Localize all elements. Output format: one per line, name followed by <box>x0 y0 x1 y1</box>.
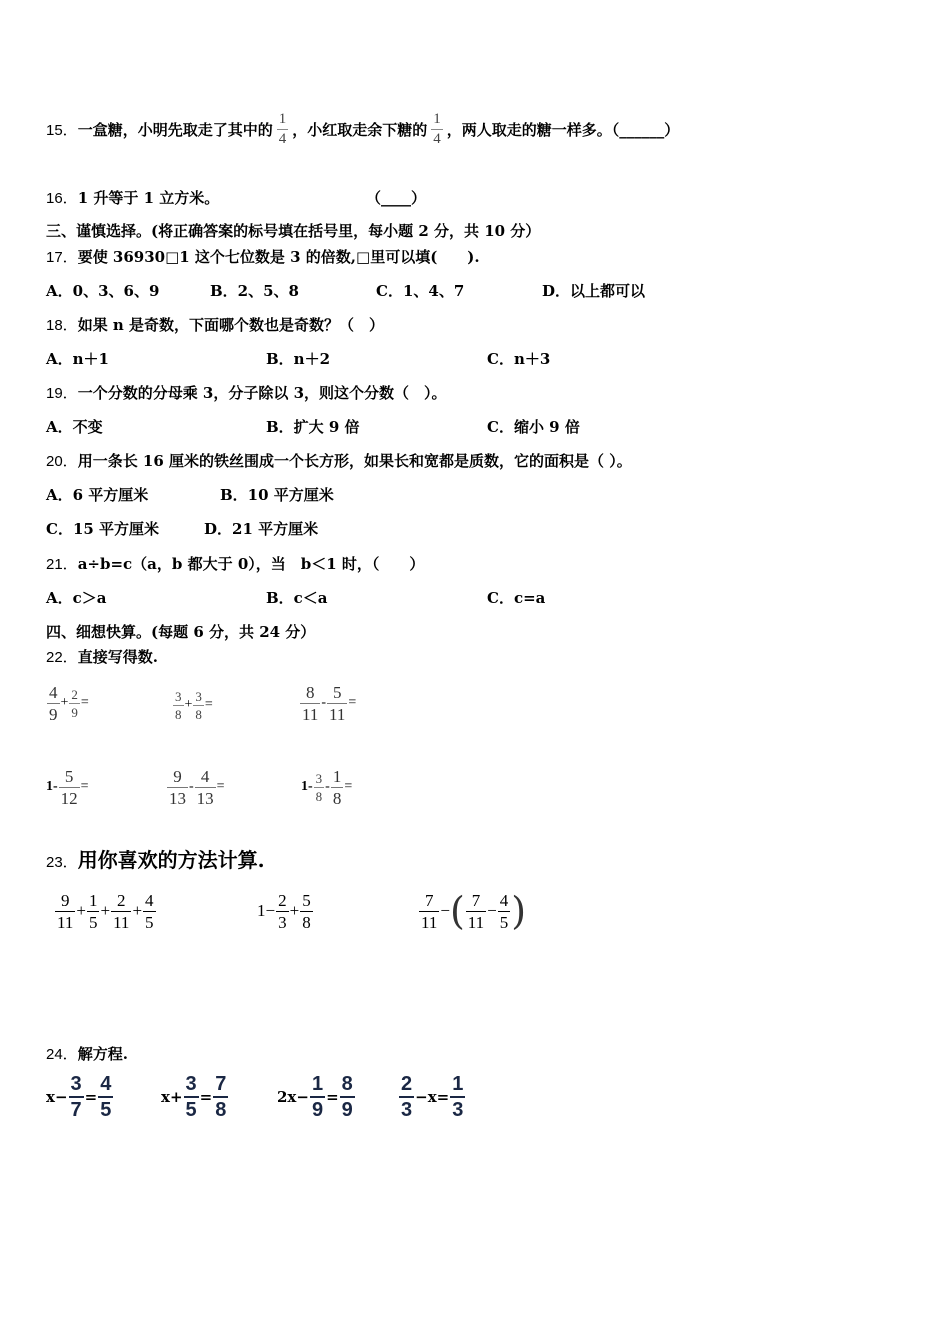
numerator: 5 <box>64 766 74 786</box>
equation-text: x+ <box>161 1088 183 1106</box>
denominator: 8 <box>332 788 342 808</box>
answer-blank[interactable]: （____） <box>366 189 427 207</box>
operator: - <box>325 779 330 794</box>
denominator: 11 <box>113 912 130 932</box>
answer-blank[interactable]: ，两人取走的糖一样多。（______） <box>446 120 680 139</box>
numerator: 1 <box>452 1073 464 1095</box>
numerator: 1 <box>311 1073 324 1095</box>
fraction <box>498 892 511 931</box>
operator: + <box>289 901 300 920</box>
fraction <box>300 892 313 931</box>
denominator: 11 <box>57 912 74 932</box>
operator: - <box>189 779 194 794</box>
fraction <box>399 1074 414 1120</box>
equals-sign: = <box>348 695 357 710</box>
denominator: 4 <box>433 130 441 147</box>
denominator: 9 <box>310 1096 325 1120</box>
numerator: 1 <box>332 766 342 786</box>
numerator: 1 <box>278 110 287 127</box>
fraction <box>331 768 344 807</box>
equation-text: 2x− <box>277 1088 309 1106</box>
denominator: 9 <box>71 704 78 720</box>
fraction <box>450 1074 465 1120</box>
fraction <box>431 112 443 147</box>
numerator: 4 <box>200 766 210 786</box>
expression-22-2 <box>172 684 213 726</box>
expression-22-4 <box>46 764 89 810</box>
fraction <box>327 684 347 723</box>
equation-24-2 <box>161 1070 229 1124</box>
denominator: 5 <box>88 912 98 932</box>
question-number: 24． <box>46 1046 78 1063</box>
expression-22-1 <box>46 680 89 726</box>
question-16 <box>46 187 219 208</box>
numerator: 4 <box>100 1073 112 1095</box>
denominator: 3 <box>450 1096 465 1120</box>
denominator: 8 <box>195 706 202 722</box>
number: 1 <box>257 901 266 920</box>
numerator: 2 <box>278 890 287 910</box>
numerator: 9 <box>173 766 182 786</box>
denominator: 5 <box>145 912 154 932</box>
fraction <box>98 1074 113 1120</box>
numerator: 5 <box>302 890 311 910</box>
option-a[interactable]: A．c＞a <box>46 589 107 607</box>
question-text: 1 升等于 1 立方米。 <box>77 189 220 207</box>
numerator: 5 <box>332 682 342 702</box>
fraction <box>277 112 289 147</box>
section-title: 四、细想快算。(每题 6 分，共 24 分） <box>46 623 316 641</box>
equals-sign: = <box>344 779 353 794</box>
question-number: 16． <box>46 190 78 207</box>
equals-sign: = <box>80 779 89 794</box>
equation-24-4 <box>398 1070 466 1124</box>
numerator: 2 <box>117 890 126 910</box>
numerator: 3 <box>70 1073 82 1095</box>
fraction <box>340 1074 355 1120</box>
numerator: 7 <box>424 890 434 910</box>
numerator: 7 <box>471 890 481 910</box>
option-b[interactable]: B．2、5、8 <box>210 282 299 300</box>
question-20 <box>46 450 632 471</box>
denominator: 3 <box>278 912 287 932</box>
numerator: 3 <box>195 688 202 704</box>
fraction <box>466 892 486 931</box>
operator: + <box>132 901 143 920</box>
question-17 <box>46 246 480 267</box>
option-a[interactable]: A．0、3、6、9 <box>46 282 160 300</box>
fraction <box>69 688 80 719</box>
operator: − <box>487 901 497 920</box>
fraction <box>47 684 60 723</box>
operator: + <box>60 695 69 710</box>
operator: 1- <box>46 779 58 794</box>
numerator: 7 <box>215 1073 227 1095</box>
question-22 <box>46 646 158 667</box>
question-text: 要使 36930□1 这个七位数是 3 的倍数,□里可以填( ). <box>77 248 480 266</box>
fraction <box>111 892 131 931</box>
fraction <box>87 892 100 931</box>
question-24 <box>46 1043 128 1064</box>
denominator: 11 <box>302 704 319 724</box>
denominator: 8 <box>175 706 182 722</box>
denominator: 9 <box>49 704 58 724</box>
option-b[interactable]: B．10 平方厘米 <box>220 486 334 504</box>
operator: 1- <box>301 779 313 794</box>
right-paren-icon: ) <box>511 889 527 933</box>
option-b[interactable]: B．扩大 9 倍 <box>266 418 360 436</box>
denominator: 8 <box>213 1096 228 1120</box>
fraction <box>59 768 80 807</box>
operator: + <box>100 901 111 920</box>
numerator: 4 <box>49 682 58 702</box>
denominator: 5 <box>98 1096 113 1120</box>
numerator: 4 <box>145 890 154 910</box>
option-c[interactable]: C．c=a <box>487 589 546 607</box>
option-d[interactable]: D．21 平方厘米 <box>204 520 319 538</box>
option-c[interactable]: C．1、4、7 <box>376 282 465 300</box>
option-a[interactable]: A．不变 <box>46 418 103 436</box>
expression-22-3 <box>299 680 356 726</box>
question-text: 解方程. <box>77 1045 128 1063</box>
expression-22-5 <box>166 764 225 810</box>
fraction <box>276 892 289 931</box>
fraction <box>213 1074 228 1120</box>
numerator: 3 <box>315 770 323 786</box>
fraction <box>310 1074 325 1120</box>
equals-sign: = <box>80 695 89 710</box>
question-19 <box>46 382 447 403</box>
question-text: 直接写得数. <box>77 648 158 666</box>
equation-text: x− <box>46 1088 68 1106</box>
fraction <box>184 1074 199 1120</box>
option-d[interactable]: D．以上都可以 <box>542 282 646 300</box>
question-text: 如果 n 是奇数，下面哪个数也是奇数？（ ） <box>77 316 385 334</box>
fraction <box>193 690 204 721</box>
denominator: 3 <box>399 1096 414 1120</box>
denominator: 12 <box>60 788 78 808</box>
question-text: a÷b=c（a，b 都大于 0），当 b＜1 时，（ ） <box>77 555 425 573</box>
option-c[interactable]: C．缩小 9 倍 <box>487 418 580 436</box>
fraction <box>173 690 184 721</box>
question-21 <box>46 553 424 574</box>
denominator: 13 <box>196 788 214 808</box>
fraction <box>167 768 188 807</box>
denominator: 4 <box>278 130 287 147</box>
section-title: 三、谨慎选择。(将正确答案的标号填在括号里，每小题 2 分，共 10 分） <box>46 222 541 240</box>
numerator: 8 <box>341 1073 353 1095</box>
operator: + <box>184 697 193 712</box>
option-a[interactable]: A．6 平方厘米 <box>46 486 149 504</box>
left-paren-icon: ( <box>449 889 465 933</box>
fraction <box>143 892 156 931</box>
equals-sign: = <box>326 1088 339 1106</box>
fraction <box>55 892 75 931</box>
option-c[interactable]: C．15 平方厘米 <box>46 520 160 538</box>
calculation-23-3 <box>418 886 526 936</box>
operator: − <box>265 901 276 920</box>
numerator: 1 <box>433 110 441 127</box>
calculation-23-1 <box>54 888 157 934</box>
calculation-23-2 <box>257 888 314 934</box>
fraction <box>195 768 216 807</box>
numerator: 1 <box>88 890 98 910</box>
option-b[interactable]: B．c＜a <box>266 589 328 607</box>
fraction <box>314 772 325 803</box>
question-15 <box>46 104 679 154</box>
denominator: 11 <box>467 912 485 932</box>
question-number: 19． <box>46 385 78 402</box>
equals-sign: = <box>199 1088 213 1106</box>
question-18 <box>46 314 384 335</box>
denominator: 5 <box>499 912 509 932</box>
equals-sign: = <box>216 779 225 794</box>
numerator: 3 <box>175 688 182 704</box>
equals-sign: = <box>204 697 213 712</box>
equation-24-3 <box>277 1070 356 1124</box>
question-number: 22． <box>46 649 78 666</box>
question-text: 一盒糖，小明先取走了其中的 <box>77 120 273 139</box>
question-number: 21． <box>46 556 78 573</box>
question-23 <box>46 844 265 873</box>
denominator: 8 <box>315 788 323 804</box>
denominator: 7 <box>69 1096 84 1120</box>
numerator: 3 <box>185 1073 197 1095</box>
question-number: 18． <box>46 317 78 334</box>
denominator: 13 <box>169 788 186 808</box>
denominator: 5 <box>184 1096 199 1120</box>
equation-24-1 <box>46 1070 114 1124</box>
numerator: 9 <box>60 890 70 910</box>
denominator: 11 <box>329 704 346 724</box>
fraction <box>69 1074 84 1120</box>
numerator: 2 <box>71 686 78 702</box>
question-text: ，小红取走余下糖的 <box>292 120 428 139</box>
equals-sign: = <box>84 1088 98 1106</box>
question-number: 17． <box>46 249 78 266</box>
operator: + <box>76 901 86 920</box>
fraction <box>300 684 320 723</box>
operator: - <box>321 695 327 710</box>
expression-22-6 <box>301 764 352 810</box>
numerator: 4 <box>499 890 509 910</box>
denominator: 11 <box>421 912 438 932</box>
numerator: 8 <box>305 682 315 702</box>
option-a[interactable]: A．n＋1 <box>46 350 109 368</box>
question-text: 一个分数的分母乘 3，分子除以 3，则这个分数（ ）。 <box>77 384 447 402</box>
question-number: 23． <box>46 854 78 871</box>
numerator: 2 <box>401 1073 413 1095</box>
question-text: 用你喜欢的方法计算. <box>77 848 265 872</box>
fraction <box>419 892 439 931</box>
denominator: 8 <box>302 912 311 932</box>
equation-text: −x= <box>415 1088 450 1106</box>
question-text: 用一条长 16 厘米的铁丝围成一个长方形，如果长和宽都是质数，它的面积是（ ）。 <box>77 452 632 470</box>
denominator: 9 <box>340 1096 355 1120</box>
option-c[interactable]: C．n＋3 <box>487 350 551 368</box>
question-number: 15． <box>46 121 78 139</box>
option-b[interactable]: B．n＋2 <box>266 350 331 368</box>
operator: − <box>440 901 450 920</box>
question-number: 20． <box>46 453 78 470</box>
